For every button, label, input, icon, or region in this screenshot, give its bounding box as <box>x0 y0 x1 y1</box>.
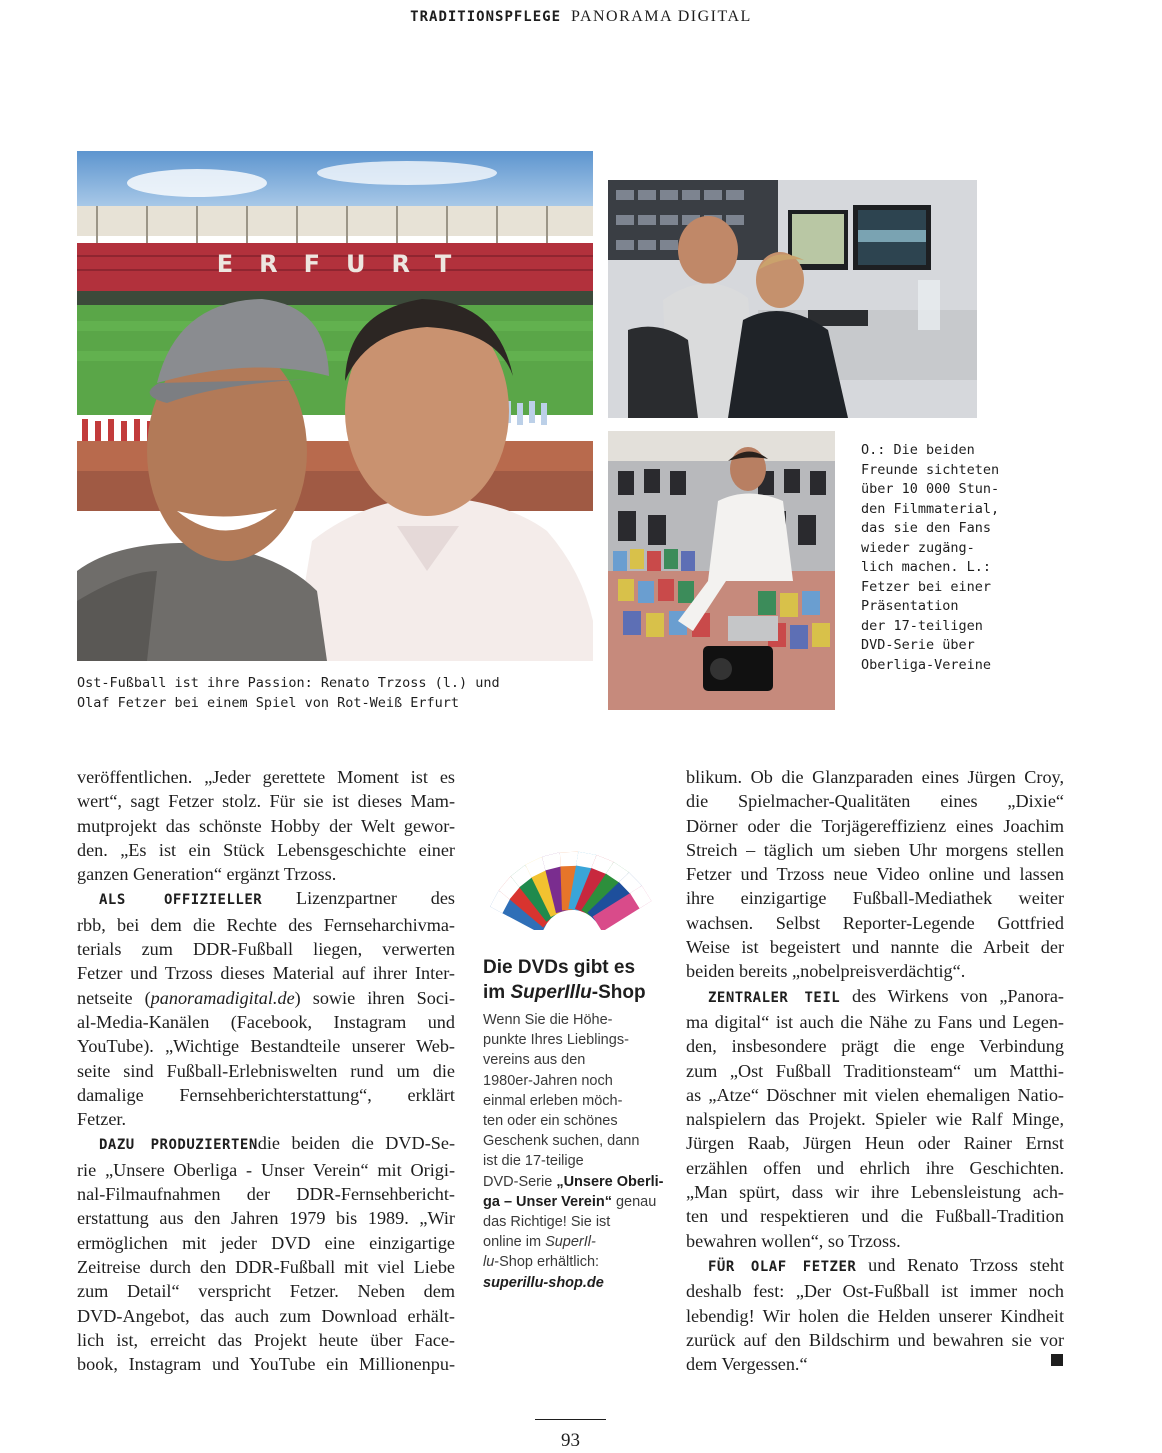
sidebar-line: punkte Ihres Lieblings- <box>483 1032 629 1049</box>
sidebar-line <box>483 1232 664 1252</box>
page-number: 93 <box>561 1430 580 1451</box>
brand-name: SuperIl- <box>545 1234 596 1251</box>
caption-side-line: Fetzer bei einer <box>861 578 992 595</box>
text-line: book, Instagram und YouTube ein Millionenpu- <box>77 1354 455 1375</box>
text-line: lich ist, erreicht das Projekt heute über Face- <box>77 1329 455 1350</box>
text-line: seite sind Fußball-Erlebniswelten rund um die <box>77 1060 455 1081</box>
text-line: deshalb fest: „Der Ost-Fußball ist immer noch <box>686 1281 1064 1302</box>
photo-stadium-selfie <box>77 151 593 661</box>
paragraph-lead-in: ALS OFFIZIELLER <box>99 892 263 909</box>
caption-side-line: DVD-Serie über <box>861 637 975 653</box>
text-line <box>686 984 1064 1010</box>
text-line: Fetzer. <box>77 1109 126 1130</box>
text-line: ermöglichen mit jeder DVD eine einzigartige <box>77 1232 455 1253</box>
text-line <box>686 1253 1064 1279</box>
text-line: mutprojekt das schönste Hobby der Welt gewor- <box>77 815 455 836</box>
sidebar-line: Wenn Sie die Höhe- <box>483 1012 613 1028</box>
text-line: den, insbesondere prägt die enge Verbindung <box>686 1036 1064 1057</box>
website-link[interactable]: panoramadigital.de <box>150 987 295 1008</box>
shop-link[interactable]: superillu-shop.de <box>483 1274 604 1291</box>
sidebar-line <box>483 1252 664 1272</box>
text-line: Zeitreise durch den DDR-Fußball mit viel Liebe <box>77 1256 455 1277</box>
brand-name: SuperIllu <box>510 982 592 1003</box>
text-line: damalige Fernsehberichterstattung“, erklärt <box>77 1084 455 1105</box>
text-fragment: des Wirkens von „Panora- <box>851 985 1064 1006</box>
text-line: dem Vergessen.“ <box>686 1354 808 1375</box>
text-line: al-Media-Kanälen (Facebook, Instagram und <box>77 1011 455 1032</box>
photo-dvd-presentation <box>608 431 835 710</box>
text-line: DVD-Angebot, das auch zum Download erhält- <box>77 1305 455 1326</box>
sidebar-line: ten oder ein schönes <box>483 1113 618 1130</box>
dvd-series-title: ga – Unser Verein“ <box>483 1193 612 1210</box>
text-line: rie „Unsere Oberliga - Unser Verein“ mit Origi- <box>77 1159 455 1180</box>
paragraph-lead-in: FÜR OLAF FETZER <box>708 1258 857 1275</box>
text-line: nal-Filmaufnahmen der DDR-Fernsehbericht- <box>77 1184 455 1205</box>
sidebar-line <box>483 1172 664 1192</box>
brand-name: lu <box>483 1254 495 1271</box>
caption-main-line: Ost-Fußball ist ihre Passion: Renato Trzoss (l.) und <box>77 675 500 691</box>
text-line: as „Atze“ Döschner mit vielen ehemaligen Natio- <box>686 1084 1064 1105</box>
text-line: YouTube). „Wichtige Bestandteile unserer Web- <box>77 1036 455 1057</box>
paragraph-lead-in: ZENTRALER TEIL <box>708 989 841 1006</box>
sidebar-line: 1980er-Jahren noch <box>483 1072 613 1089</box>
text-line: „Man spürt, dass wir ihre Lebensleistung ach- <box>686 1182 1064 1203</box>
paragraph-lead-in: DAZU PRODUZIERTEN <box>99 1137 258 1154</box>
sidebar-line: vereins aus den <box>483 1052 586 1069</box>
caption-side-line: den Filmmaterial, <box>861 500 1000 517</box>
text-line: wachsen. Selbst Reporter-Legende Gottfried <box>686 912 1064 933</box>
sidebar-line: Geschenk suchen, dann <box>483 1133 640 1150</box>
sidebar-line: das Richtige! Sie ist <box>483 1214 611 1231</box>
text-fragment: -Shop erhältlich: <box>494 1254 600 1271</box>
caption-side-line: Oberliga-Vereine <box>861 656 992 673</box>
text-fragment: Lizenzpartner des <box>295 888 455 909</box>
caption-main <box>77 674 500 713</box>
text-line: erstattung aus den Jahren 1979 bis 1989. „Wir <box>77 1208 455 1229</box>
text-line <box>77 1131 455 1157</box>
caption-side-line: O.: Die beiden <box>861 442 975 458</box>
caption-side <box>861 441 999 675</box>
caption-main-line: Olaf Fetzer bei einem Spiel von Rot-Weiß Erfurt <box>77 694 460 711</box>
caption-side-line: der 17-teiligen <box>861 617 983 634</box>
article-column-1 <box>77 765 455 1376</box>
text-line: nalspielern das Projekt. Spieler wie Ralf Minge, <box>686 1109 1064 1130</box>
text-fragment: im <box>483 982 511 1003</box>
text-line: Jürgen Raab, Jürgen Heun oder Rainer Ernst <box>686 1133 1064 1154</box>
text-line: ihre einzigartige Fußball-Mediathek weiter <box>686 888 1064 909</box>
text-fragment: netseite ( <box>77 987 151 1008</box>
sidebar-body <box>483 1010 664 1293</box>
photo-editing-room <box>608 180 977 418</box>
sidebar-title <box>483 955 646 1005</box>
text-fragment: die beiden die DVD-Se- <box>257 1133 455 1154</box>
caption-side-line: Präsentation <box>861 598 959 614</box>
sidebar-line: ist die 17-teilige <box>483 1153 584 1170</box>
text-line: Dörner oder die Torjägereffizienz eines Joachim <box>686 815 1064 836</box>
text-line: veröffentlichen. „Jeder gerettete Moment ist es <box>77 767 455 787</box>
sidebar-title-line: Die DVDs gibt es <box>483 957 636 978</box>
text-line: rbb, bei dem die Rechte des Fernseharchivma- <box>77 914 455 935</box>
article-column-3 <box>686 765 1064 1376</box>
text-line: erzählen offen und ehrlich ihre Geschichten. <box>686 1157 1064 1178</box>
sidebar-line <box>483 1273 664 1293</box>
text-fragment: und Renato Trzoss steht <box>868 1254 1065 1275</box>
caption-side-line: wieder zugäng- <box>861 539 975 556</box>
text-fragment: genau <box>611 1193 657 1210</box>
text-line: zum Detail“ verspricht Fetzer. Neben dem <box>77 1281 455 1302</box>
caption-side-line: Freunde sichteten <box>861 461 1000 478</box>
text-line: Fetzer und Trzoss dieses Material auf ihrer Inter- <box>77 963 455 984</box>
stadium-sign-text: ERFURT <box>216 250 478 278</box>
text-line: Fetzer und Trzoss neue Video online und lassen <box>686 864 1064 885</box>
text-line: zum „Ost Fußball Traditionsteam“ um Matthi- <box>686 1060 1064 1081</box>
text-fragment: DVD-Serie <box>483 1173 557 1190</box>
section-label: TRADITIONSPFLEGE <box>410 9 562 25</box>
caption-side-line: lich machen. L.: <box>861 559 992 575</box>
text-line: Streich – täglich um sieben Uhr morgens stellen <box>686 839 1064 860</box>
text-line: ganzen Generation“ ergänzt Trzoss. <box>77 864 337 885</box>
text-line: wert“, sagt Fetzer stolz. Für sie ist dieses Mam- <box>77 791 455 812</box>
footer-rule <box>535 1419 606 1420</box>
text-line: ma digital“ ist auch die Nähe zu Fans und Legen- <box>686 1011 1064 1032</box>
dvd-series-title: „Unsere Oberli- <box>556 1173 664 1190</box>
text-fragment: -Shop <box>591 982 646 1003</box>
text-line <box>77 986 455 1010</box>
text-line: Weise ist begeistert und nannte die Arbeit der <box>686 937 1064 958</box>
text-fragment: ) sowie ihren Soci- <box>294 987 456 1008</box>
text-line: den. „Es ist ein Stück Lebensgeschichte einer <box>77 839 455 860</box>
text-line: zurück auf den Bildschirm und bewahren sie vor <box>686 1329 1064 1350</box>
sidebar-line <box>483 1192 664 1212</box>
dvd-fan-graphic <box>484 848 660 930</box>
caption-side-line: über 10 000 Stun- <box>861 481 1000 497</box>
text-line: blikum. Ob die Glanzparaden eines Jürgen Croy, <box>686 767 1064 787</box>
publication-label: PANORAMA DIGITAL <box>571 8 752 25</box>
caption-side-line: das sie den Fans <box>861 520 992 536</box>
text-line: beiden bereits „nobelpreisverdächtig“. <box>686 961 966 982</box>
sidebar-line: einmal erleben möch- <box>483 1092 623 1109</box>
text-fragment: online im <box>483 1234 546 1251</box>
running-header <box>0 8 1162 26</box>
sidebar-title-line <box>483 980 646 1005</box>
text-line <box>77 886 455 912</box>
text-line: terials zum DDR-Fußball liegen, verwerten <box>77 939 455 960</box>
text-line: die Spielmacher-Qualitäten eines „Dixie“ <box>686 791 1064 812</box>
article-end-mark <box>1051 1354 1063 1366</box>
text-line: ten und respektieren und die Fußball-Tradition <box>686 1206 1064 1227</box>
text-line: bewahren wollen“, so Trzoss. <box>686 1230 901 1251</box>
text-line: lebendig! Wir holen die Helden unserer Kindheit <box>686 1305 1064 1326</box>
